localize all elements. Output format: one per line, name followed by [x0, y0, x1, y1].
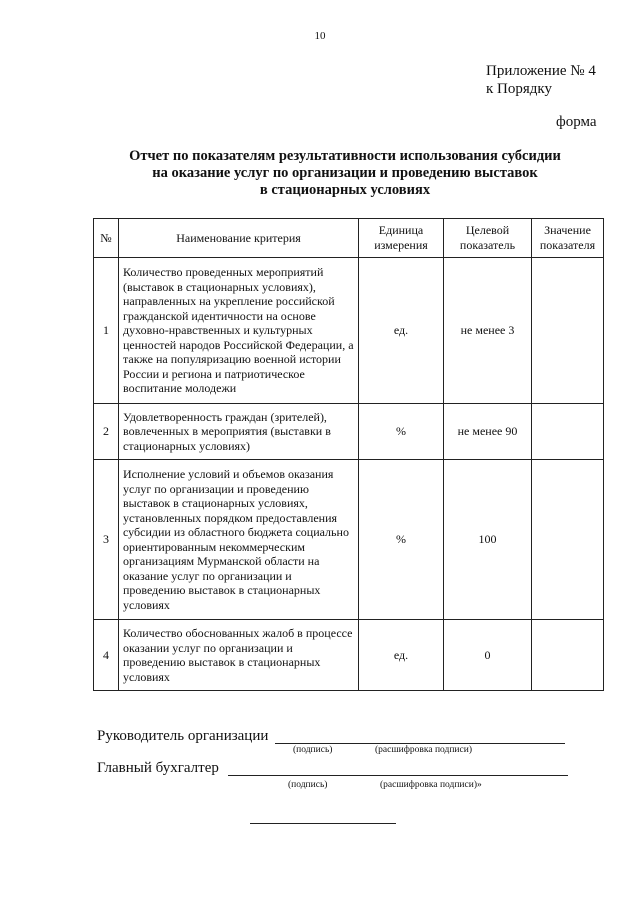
header-num: №	[94, 219, 119, 258]
cell-unit: %	[359, 460, 444, 620]
head-signature-line	[275, 742, 565, 744]
table-row	[94, 460, 604, 620]
form-label: форма	[556, 114, 597, 130]
accountant-caption-sign: (подпись)	[288, 780, 328, 790]
table-header-row	[94, 219, 604, 258]
cell-num: 4	[94, 620, 119, 691]
table-row	[94, 404, 604, 460]
header-unit: Единица измерения	[359, 219, 444, 258]
document-title	[90, 148, 600, 199]
cell-num: 3	[94, 460, 119, 620]
report-table	[93, 218, 604, 691]
cell-num: 2	[94, 404, 119, 460]
cell-value	[532, 404, 604, 460]
cell-unit: %	[359, 404, 444, 460]
closing-divider	[250, 823, 396, 824]
appendix-reference	[486, 62, 596, 98]
cell-value	[532, 620, 604, 691]
cell-target: не менее 90	[444, 404, 532, 460]
cell-unit: ед.	[359, 620, 444, 691]
title-line-1: Отчет по показателям результативности использования субсидии	[129, 148, 561, 164]
page-number: 10	[314, 30, 326, 42]
table-row	[94, 620, 604, 691]
accountant-label: Главный бухгалтер	[97, 760, 219, 776]
head-caption-sign: (подпись)	[293, 745, 333, 755]
header-name: Наименование критерия	[119, 219, 359, 258]
table-row	[94, 258, 604, 404]
appendix-line-2: к Порядку	[486, 81, 552, 97]
accountant-caption-decode: (расшифровка подписи)»	[380, 780, 482, 790]
header-value: Значение показателя	[532, 219, 604, 258]
cell-name: Удовлетворенность граждан (зрителей), вовлеченных в мероприятия (выставки в стационарных условиях)	[119, 404, 359, 460]
title-line-2: на оказание услуг по организации и проведению выставок	[152, 165, 538, 181]
accountant-signature-line	[228, 774, 568, 776]
cell-name: Количество обоснованных жалоб в процессе оказании услуг по организации и проведению выставок в стационарных условиях	[119, 620, 359, 691]
cell-target: 100	[444, 460, 532, 620]
head-caption-decode: (расшифровка подписи)	[375, 745, 472, 755]
title-line-3: в стационарных условиях	[259, 182, 431, 198]
cell-target: не менее 3	[444, 258, 532, 404]
cell-name: Исполнение условий и объемов оказания услуг по организации и проведению выставок в стационарных условиях, установленных порядком предоставления субсидии из областного бюджета социально ориентированным некоммерческим организациям Мурманской области на оказание услуг по организации и проведению выставок в стационарных условиях	[119, 460, 359, 620]
appendix-line-1: Приложение № 4	[486, 63, 596, 79]
head-label: Руководитель организации	[97, 728, 269, 744]
header-target: Целевой показатель	[444, 219, 532, 258]
cell-value	[532, 460, 604, 620]
cell-num: 1	[94, 258, 119, 404]
cell-unit: ед.	[359, 258, 444, 404]
cell-target: 0	[444, 620, 532, 691]
cell-name: Количество проведенных мероприятий (выставок в стационарных условиях), направленных на укрепление российской гражданской идентичности на основе духовно-нравственных и культурных ценностей народов Российской Федерации, а также на популяризацию военной истории России и региона и патриотическое воспитание молодежи	[119, 258, 359, 404]
cell-value	[532, 258, 604, 404]
